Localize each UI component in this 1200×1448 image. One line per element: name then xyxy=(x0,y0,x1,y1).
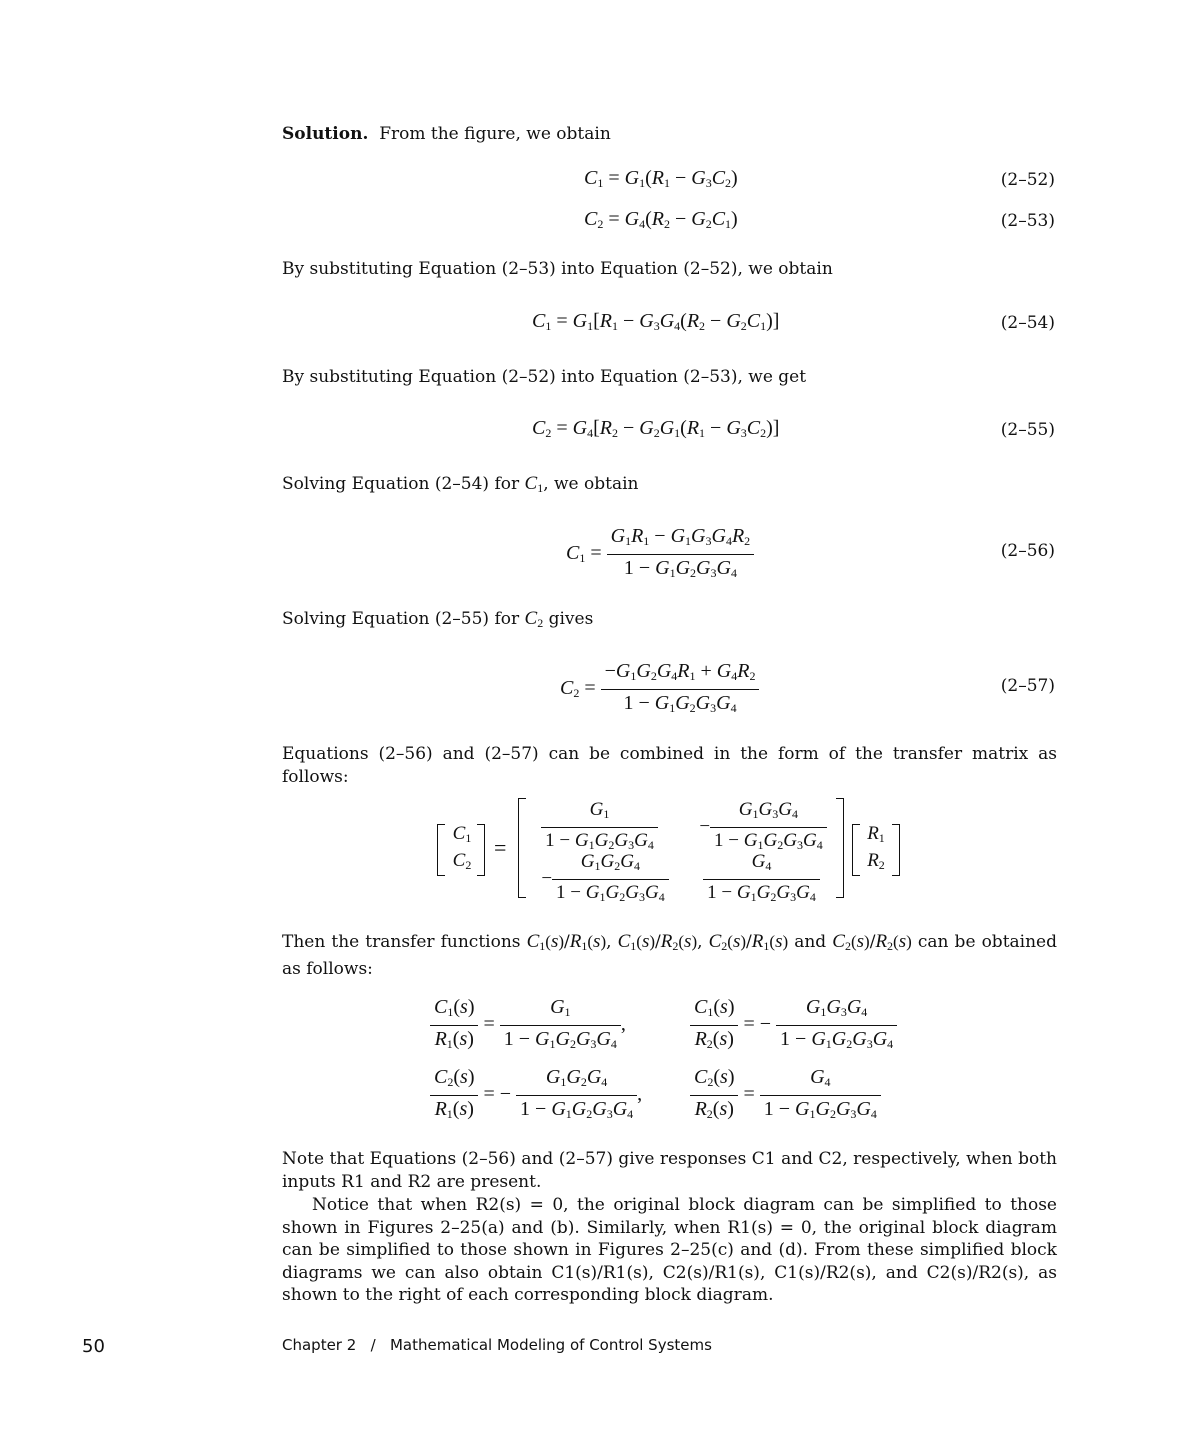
equation-number: (2–52) xyxy=(1000,170,1055,190)
equation-2-55: $C_2 = G_4[R_2 - G_2G_1(R_1 - G_3C_2)]$ xyxy=(532,417,780,440)
footer-separator: / xyxy=(370,1336,376,1354)
equation-number: (2–54) xyxy=(1000,313,1055,333)
matrix-entry: $R_1$ xyxy=(867,823,885,845)
note-paragraph-1: Note that Equations (2–56) and (2–57) give responses C1 and C2, respectively, when both inputs R1 and R2 are present. xyxy=(282,1149,1057,1192)
matrix-entry: $C_1$ xyxy=(452,823,472,845)
equation-number: (2–56) xyxy=(1000,541,1055,561)
solution-label: Solution. xyxy=(282,124,369,144)
matrix-entry: $\frac{G_4}{1 - G_1G_2G_3G_4}$ xyxy=(694,849,829,910)
tf-c1-r2: $\frac{C_1(s)}{R_2(s)}$ = − $\frac{G_1G_3G_4}{1 - G_1G_2G_3G_4}$ xyxy=(690,994,897,1057)
matrix-entry: $C_2$ xyxy=(452,850,472,872)
equation-2-52: $C_1 = G_1(R_1 - G_3C_2)$ xyxy=(584,167,738,190)
tf-c2-r1: $\frac{C_2(s)}{R_1(s)}$ = − $\frac{G_1G_2G_4}{1 - G_1G_2G_3G_4}$ , xyxy=(430,1064,642,1127)
matrix-entry: − $\frac{G_1G_3G_4}{1 - G_1G_2G_3G_4}$ xyxy=(688,797,838,858)
equals-sign: = xyxy=(494,835,507,860)
solution-intro: From the figure, we obtain xyxy=(379,124,611,144)
bracket xyxy=(437,824,445,876)
transfer-functions-text: Then the transfer functions $C_1(s)/R_1(s)$, $C_1(s)/R_2(s)$, $C_2(s)/R_1(s)$ and $C_2(s)/R_2(s)$ can be obtained as follows: xyxy=(282,931,1057,979)
equation-number: (2–55) xyxy=(1000,420,1055,440)
equation-number: (2–53) xyxy=(1000,211,1055,231)
bracket xyxy=(518,798,526,898)
equation-number: (2–57) xyxy=(1000,676,1055,696)
tf-c2-r2: $\frac{C_2(s)}{R_2(s)}$ = $\frac{G_4}{1 - G_1G_2G_3G_4}$ xyxy=(690,1064,881,1127)
note-paragraph-2: Notice that when R2(s) = 0, the original block diagram can be simplified to those shown in Figures 2–25(a) and (b). Similarly, when R1(s) = 0, the original block diagram can be simplified to those shown in Figures 2–25(c) and (d). From these simplified block diagrams we can also obtain C1(s)/R1(s), C2(s)/R1(s), C1(s)/R2(s), and C2(s)/R2(s), as shown to the right of each corresponding block diagram. xyxy=(282,1195,1057,1305)
solving-text-2: Solving Equation (2–55) for $C_2$ gives xyxy=(282,608,594,630)
bracket xyxy=(852,824,860,876)
chapter-title: Mathematical Modeling of Control Systems xyxy=(389,1336,712,1354)
equation-2-56: $C_1$ = $\frac{G_1R_1 - G_1G_3G_4R_2}{1 - G_1G_2G_3G_4}$ xyxy=(566,523,754,586)
equation-2-57: $C_2$ = $\frac{-G_1G_2G_4R_1 + G_4R_2}{1 - G_1G_2G_3G_4}$ xyxy=(560,658,759,721)
matrix-entry: − $\frac{G_1G_2G_4}{1 - G_1G_2G_3G_4}$ xyxy=(530,849,680,910)
equation-2-53: $C_2 = G_4(R_2 - G_2C_1)$ xyxy=(584,208,738,231)
matrix-entry: $R_2$ xyxy=(867,850,885,872)
solving-text-1: Solving Equation (2–54) for $C_1$, we obtain xyxy=(282,473,639,495)
bracket xyxy=(477,824,485,876)
substitution-text-2: By substituting Equation (2–52) into Equation (2–53), we get xyxy=(282,367,807,387)
page-number: 50 xyxy=(82,1336,105,1357)
matrix-entry: $\frac{G_1}{1 - G_1G_2G_3G_4}$ xyxy=(532,797,667,858)
chapter-label: Chapter 2 xyxy=(282,1336,357,1354)
tf-c1-r1: $\frac{C_1(s)}{R_1(s)}$ = $\frac{G_1}{1 - G_1G_2G_3G_4}$ , xyxy=(430,994,626,1057)
substitution-text-1: By substituting Equation (2–53) into Equation (2–52), we obtain xyxy=(282,259,833,279)
solution-paragraph xyxy=(282,123,1057,146)
bracket xyxy=(892,824,900,876)
combined-text: Equations (2–56) and (2–57) can be combined in the form of the transfer matrix as follows: xyxy=(282,744,1057,787)
running-footer xyxy=(282,1336,712,1354)
equation-2-54: $C_1 = G_1[R_1 - G_3G_4(R_2 - G_2C_1)]$ xyxy=(532,310,780,333)
